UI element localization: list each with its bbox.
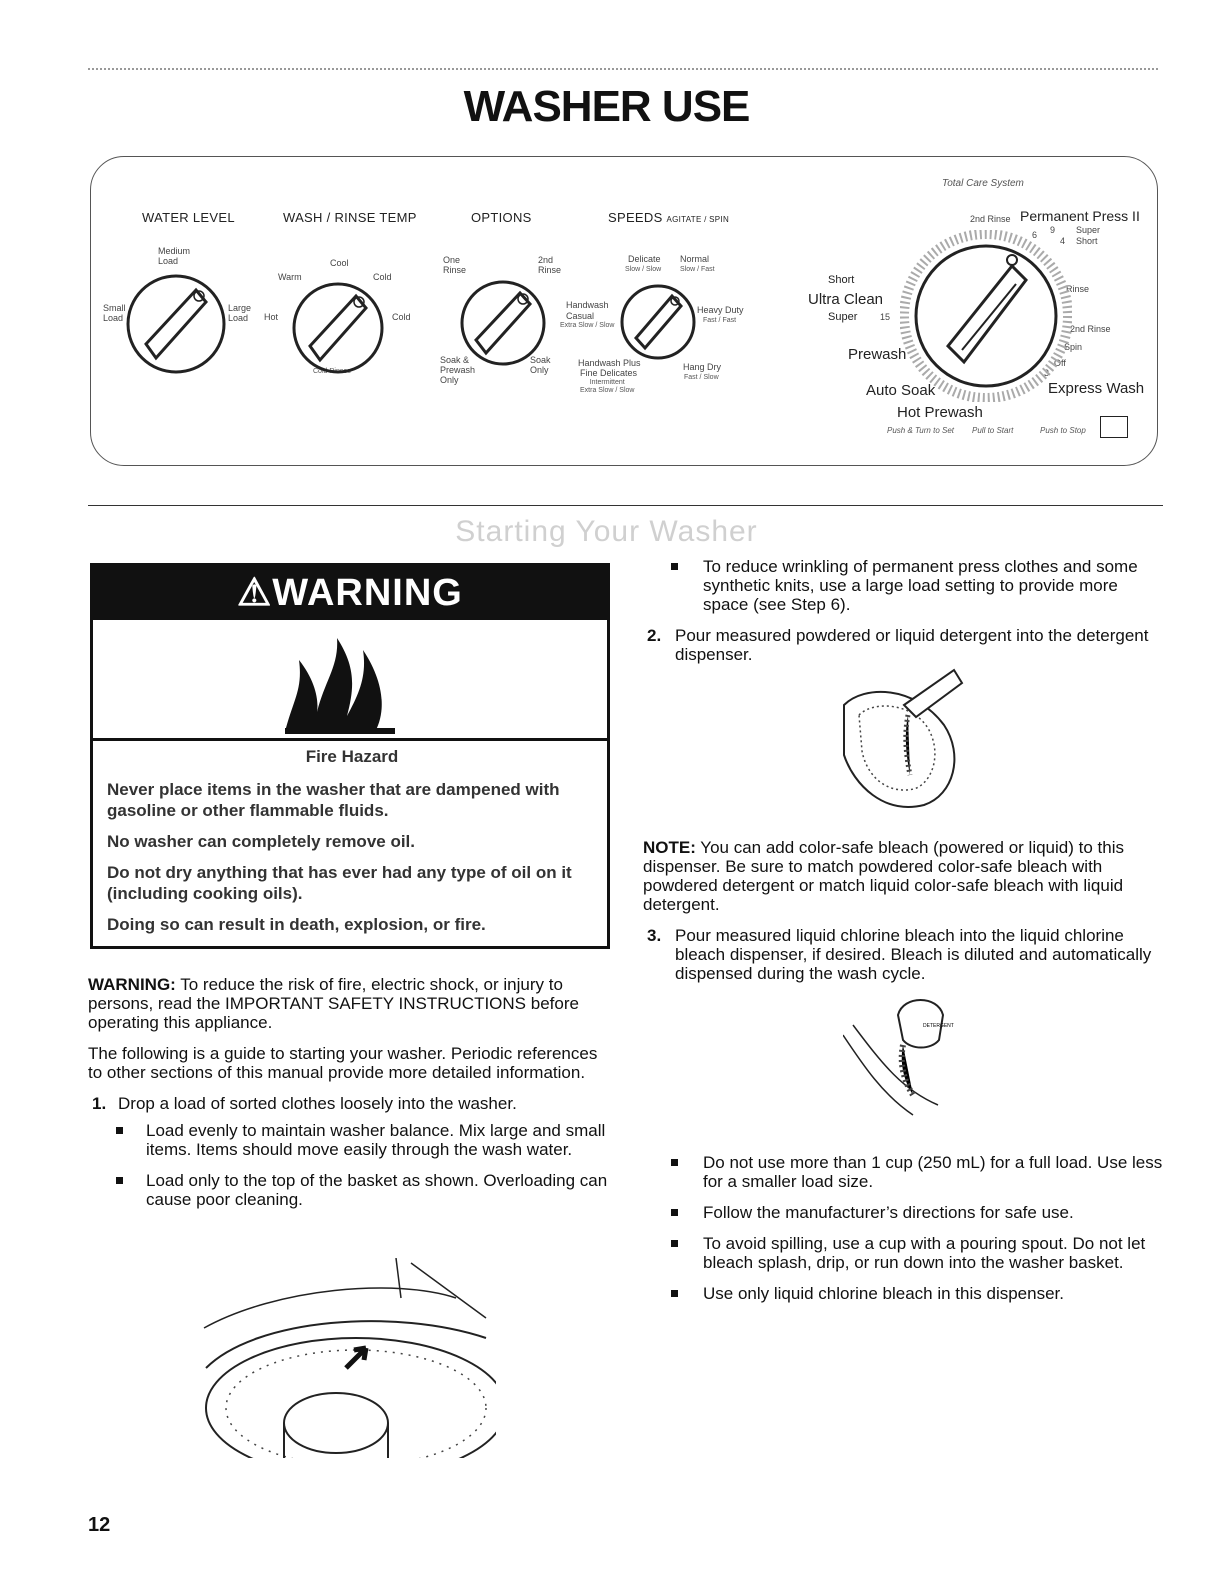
temp-cold-rinses: Cold Rinses bbox=[313, 368, 351, 375]
right-column-middle bbox=[643, 838, 1163, 995]
basket-illustration bbox=[196, 1258, 496, 1463]
water-level-small: Small Load bbox=[103, 303, 126, 323]
speed-fine-delicates: Fine Delicates bbox=[580, 368, 638, 378]
timer-num-9: 9 bbox=[1050, 225, 1056, 235]
speed-handwash: Handwash bbox=[566, 300, 609, 310]
shield-icon bbox=[1100, 416, 1128, 438]
timer-short-left: Short bbox=[828, 274, 855, 286]
warning-line-2: No washer can completely remove oil. bbox=[107, 832, 416, 851]
speed-hang-dry: Hang Dry bbox=[683, 362, 722, 372]
warning-line-1: Never place items in the washer that are dampened with gasoline or other flammable fluids. bbox=[107, 780, 560, 820]
timer-prewash: Prewash bbox=[848, 346, 907, 363]
top-dotted-rule bbox=[88, 68, 1158, 70]
timer-num-3: 3 bbox=[1044, 368, 1050, 378]
timer-permanent-press: Permanent Press II bbox=[1020, 208, 1140, 224]
intro-paragraph: The following is a guide to starting your washer. Periodic references to other sections of this manual provide more detailed information. bbox=[88, 1044, 598, 1082]
step-1: 1. Drop a load of sorted clothes loosely into the washer. bbox=[92, 1094, 517, 1113]
water-level-knob bbox=[124, 272, 228, 376]
warning-hazard-title: Fire Hazard bbox=[305, 747, 399, 766]
bullet-load-evenly: Load evenly to maintain washer balance. Mix large and small items. Items should move easily through the wash water. bbox=[88, 1121, 613, 1159]
option-2nd-rinse: 2nd Rinse bbox=[538, 255, 562, 275]
water-level-large: Large Load bbox=[228, 303, 252, 323]
timer-pull-start: Pull to Start bbox=[972, 426, 1014, 435]
bullet-wrinkling: To reduce wrinkling of permanent press clothes and some synthetic knits, use a large load setting to provide more space (see Step 6). bbox=[643, 557, 1163, 614]
timer-num-6: 6 bbox=[1032, 230, 1038, 240]
right-column-bottom bbox=[643, 1153, 1163, 1315]
timer-hot-prewash: Hot Prewash bbox=[897, 404, 983, 421]
warning-triangle-icon: ⚠ bbox=[237, 572, 273, 614]
speed-delicate-sub: Slow / Slow bbox=[625, 266, 662, 273]
warning-text bbox=[107, 746, 597, 945]
water-level-medium: Medium Load bbox=[158, 246, 191, 266]
timer-express-wash: Express Wash bbox=[1048, 380, 1145, 397]
warning-line-3: Do not dry anything that has ever had any type of oil on it (including cooking oils). bbox=[107, 863, 572, 903]
temp-hot: Hot bbox=[264, 312, 279, 322]
timer-num-15: 15 bbox=[880, 312, 891, 322]
timer-auto-soak: Auto Soak bbox=[866, 382, 936, 399]
note-paragraph: NOTE: You can add color-safe bleach (powered or liquid) to this dispenser. Be sure to match powdered color-safe bleach with powdered detergent or match liquid color-safe bleach with liquid detergent. bbox=[643, 838, 1124, 914]
speed-casual: Casual bbox=[566, 311, 595, 321]
timer-super-right: Super bbox=[1076, 225, 1101, 235]
detergent-dispenser-illustration bbox=[834, 665, 974, 820]
step-3: 3. Pour measured liquid chlorine bleach into the liquid chlorine bleach dispenser, if desired. Bleach is diluted and automatically dispensed during the wash cycle. bbox=[647, 926, 1152, 983]
speed-casual-sub: Extra Slow / Slow bbox=[560, 322, 615, 329]
speed-delicate: Delicate bbox=[628, 254, 661, 264]
options-label: OPTIONS bbox=[471, 210, 532, 225]
page-title: WASHER USE bbox=[463, 82, 750, 131]
temp-cold-top: Cold bbox=[373, 272, 392, 282]
timer-dial bbox=[900, 230, 1072, 402]
page-number: 12 bbox=[88, 1514, 111, 1536]
speed-fine-delicates-sub: Intermittent Extra Slow / Slow bbox=[580, 379, 635, 394]
left-column bbox=[88, 975, 613, 1221]
speed-handwash-plus: Handwash Plus bbox=[578, 358, 641, 368]
bullet-cup-limit: Do not use more than 1 cup (250 mL) for a full load. Use less for a smaller load size. bbox=[643, 1153, 1163, 1191]
bleach-cup-label: DETERGENT bbox=[923, 1023, 954, 1029]
option-soak-prewash: Soak & Prewash Only bbox=[440, 355, 476, 385]
speeds-knob bbox=[618, 282, 698, 362]
timer-rinse: Rinse bbox=[1066, 284, 1090, 294]
right-column-top bbox=[643, 557, 1163, 676]
timer-2nd-rinse-top: 2nd Rinse bbox=[970, 214, 1011, 224]
option-soak-only: Soak Only bbox=[530, 355, 551, 375]
bullet-manufacturer: Follow the manufacturer’s directions for safe use. bbox=[643, 1203, 1163, 1222]
warning-line-4: Doing so can result in death, explosion, or fire. bbox=[107, 915, 486, 934]
bullet-liquid-only: Use only liquid chlorine bleach in this dispenser. bbox=[643, 1284, 1163, 1303]
fire-icon bbox=[93, 620, 607, 741]
warning-header: ⚠WARNING bbox=[93, 566, 607, 620]
speed-heavy-duty-sub: Fast / Fast bbox=[703, 317, 737, 324]
temp-cool: Cool bbox=[330, 258, 349, 268]
temp-knob bbox=[290, 280, 386, 376]
options-knob bbox=[458, 278, 548, 368]
timer-ultra-clean: Ultra Clean bbox=[808, 291, 884, 308]
warning-paragraph: WARNING: To reduce the risk of fire, electric shock, or injury to persons, read the IMPORTANT SAFETY INSTRUCTIONS before operating this appliance. bbox=[88, 975, 579, 1032]
speeds-label: SPEEDS AGITATE / SPIN bbox=[608, 210, 730, 225]
temp-cold-right: Cold bbox=[392, 312, 411, 322]
timer-super-left: Super bbox=[828, 311, 858, 323]
temp-warm: Warm bbox=[278, 272, 302, 282]
warning-box bbox=[90, 563, 610, 949]
timer-short-right: Short bbox=[1076, 236, 1098, 246]
bullet-load-top: Load only to the top of the basket as shown. Overloading can cause poor cleaning. bbox=[88, 1171, 613, 1209]
timer-num-4: 4 bbox=[1060, 236, 1066, 246]
option-one-rinse: One Rinse bbox=[443, 255, 467, 275]
timer-spin: Spin bbox=[1064, 342, 1083, 352]
timer-off: Off bbox=[1054, 358, 1066, 368]
water-level-label: WATER LEVEL bbox=[142, 210, 235, 225]
bullet-avoid-spilling: To avoid spilling, use a cup with a pouring spout. Do not let bleach splash, drip, or run down into the washer basket. bbox=[643, 1234, 1163, 1272]
speed-hang-dry-sub: Fast / Slow bbox=[684, 374, 719, 381]
speed-normal-sub: Slow / Fast bbox=[680, 266, 715, 273]
timer-push-stop: Push to Stop bbox=[1040, 426, 1086, 435]
speed-normal: Normal bbox=[680, 254, 710, 264]
timer-push-turn: Push & Turn to Set bbox=[887, 426, 954, 435]
timer-2nd-rinse-right: 2nd Rinse bbox=[1070, 324, 1111, 334]
timer-brand: Total Care System bbox=[942, 178, 1024, 189]
section-title: Starting Your Washer bbox=[455, 515, 758, 548]
wash-rinse-temp-label: WASH / RINSE TEMP bbox=[283, 210, 417, 225]
bleach-dispenser-illustration bbox=[843, 995, 963, 1130]
speed-heavy-duty: Heavy Duty bbox=[697, 305, 744, 315]
section-rule bbox=[88, 505, 1163, 506]
step-2: 2. Pour measured powdered or liquid detergent into the detergent dispenser. bbox=[647, 626, 1149, 664]
